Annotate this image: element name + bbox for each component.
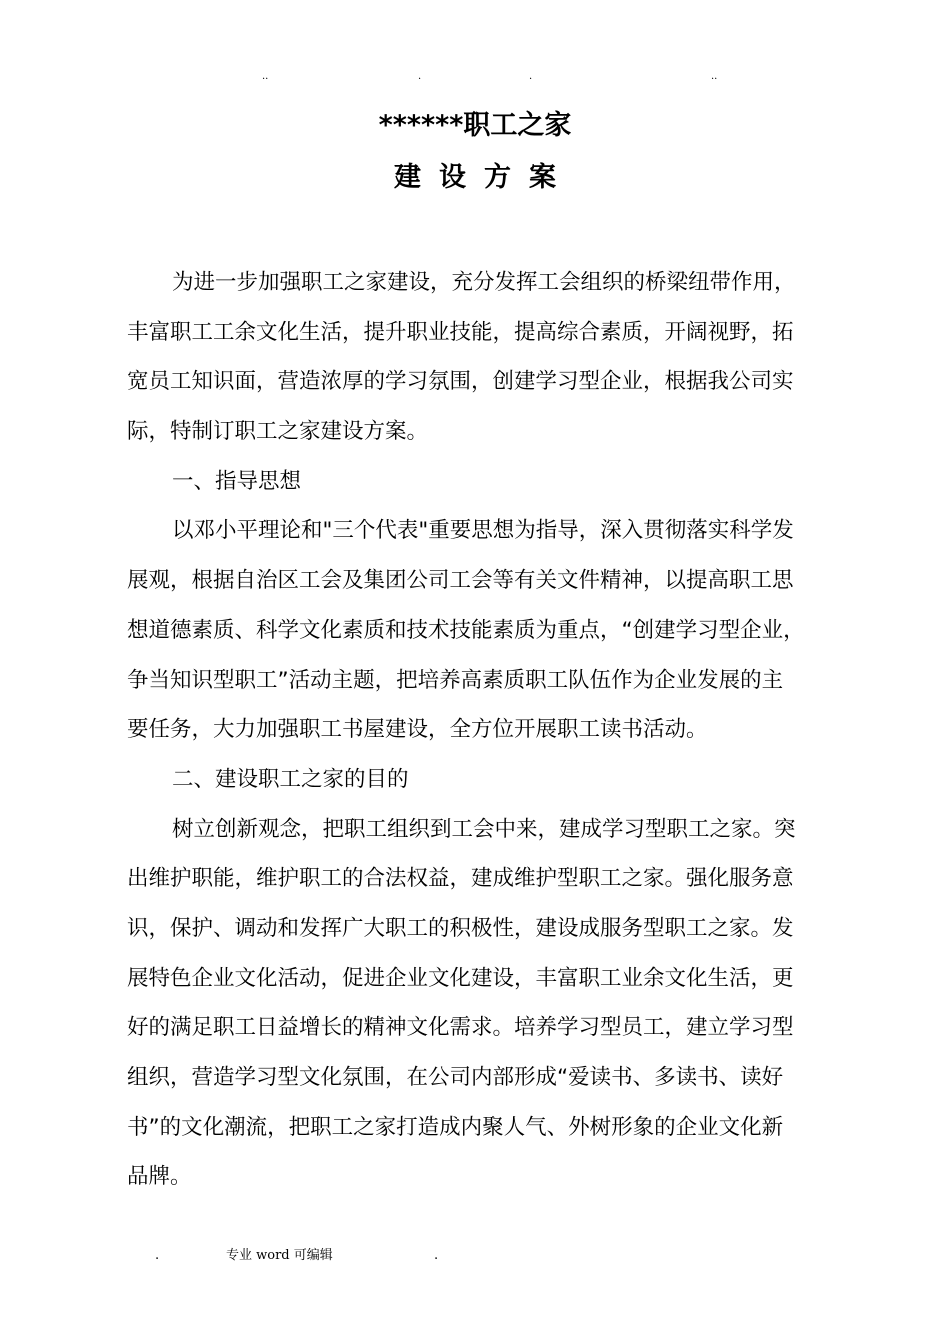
paragraph-line: 展观，根据自治区工会及集团公司工会等有关文件精神，以提高职工思 — [127, 568, 794, 594]
paragraph-line: 为进一步加强职工之家建设，充分发挥工会组织的桥梁纽带作用， — [172, 270, 796, 295]
section-heading: 二、建设职工之家的目的 — [172, 766, 409, 792]
header-mark: . — [418, 71, 422, 82]
footer-text: 专业 word 可编辑 — [226, 1248, 333, 1263]
footer-mark: . — [155, 1248, 160, 1263]
paragraph-line: 要任务，大力加强职工书屋建设，全方位开展职工读书活动。 — [127, 717, 708, 743]
document-body — [127, 258, 827, 1202]
paragraph-line: 出维护职能，维护职工的合法权益，建成维护型职工之家。强化服务意 — [127, 866, 794, 892]
header-mark: .. — [711, 71, 718, 82]
paragraph-line: 际，特制订职工之家建设方案。 — [127, 419, 429, 445]
header-mark: .. — [262, 71, 269, 82]
paragraph-line: 树立创新观念，把职工组织到工会中来，建成学习型职工之家。突 — [172, 816, 796, 842]
document-subtitle: 建设方案 — [394, 162, 574, 193]
paragraph-line: 品牌。 — [127, 1164, 192, 1190]
footer-mark: . — [434, 1248, 439, 1263]
paragraph-line: 以邓小平理论和"三个代表"重要思想为指导，深入贯彻落实科学发 — [172, 518, 794, 544]
paragraph-line: 想道德素质、科学文化素质和技术技能素质为重点，“创建学习型企业， — [127, 617, 805, 643]
paragraph-line: 争当知识型职工”活动主题，把培养高素质职工队伍作为企业发展的主 — [127, 667, 784, 693]
paragraph-line: 书”的文化潮流，把职工之家打造成内聚人气、外树形象的企业文化新 — [127, 1114, 784, 1140]
document-title: ******职工之家 — [378, 110, 572, 141]
header-mark: . — [529, 71, 533, 82]
paragraph-line: 组织，营造学习型文化氛围，在公司内部形成“爱读书、多读书、读好 — [127, 1065, 784, 1090]
paragraph-line: 展特色企业文化活动，促进企业文化建设，丰富职工业余文化生活，更 — [127, 965, 794, 991]
paragraph-line: 宽员工知识面，营造浓厚的学习氛围，创建学习型企业，根据我公司实 — [127, 369, 794, 395]
paragraph-line: 好的满足职工日益增长的精神文化需求。培养学习型员工，建立学习型 — [127, 1015, 794, 1041]
paragraph-line: 识，保护、调动和发挥广大职工的积极性，建设成服务型职工之家。发 — [127, 915, 794, 941]
paragraph-line: 丰富职工工余文化生活，提升职业技能，提高综合素质，开阔视野，拓 — [127, 319, 794, 345]
section-heading: 一、指导思想 — [172, 468, 302, 494]
